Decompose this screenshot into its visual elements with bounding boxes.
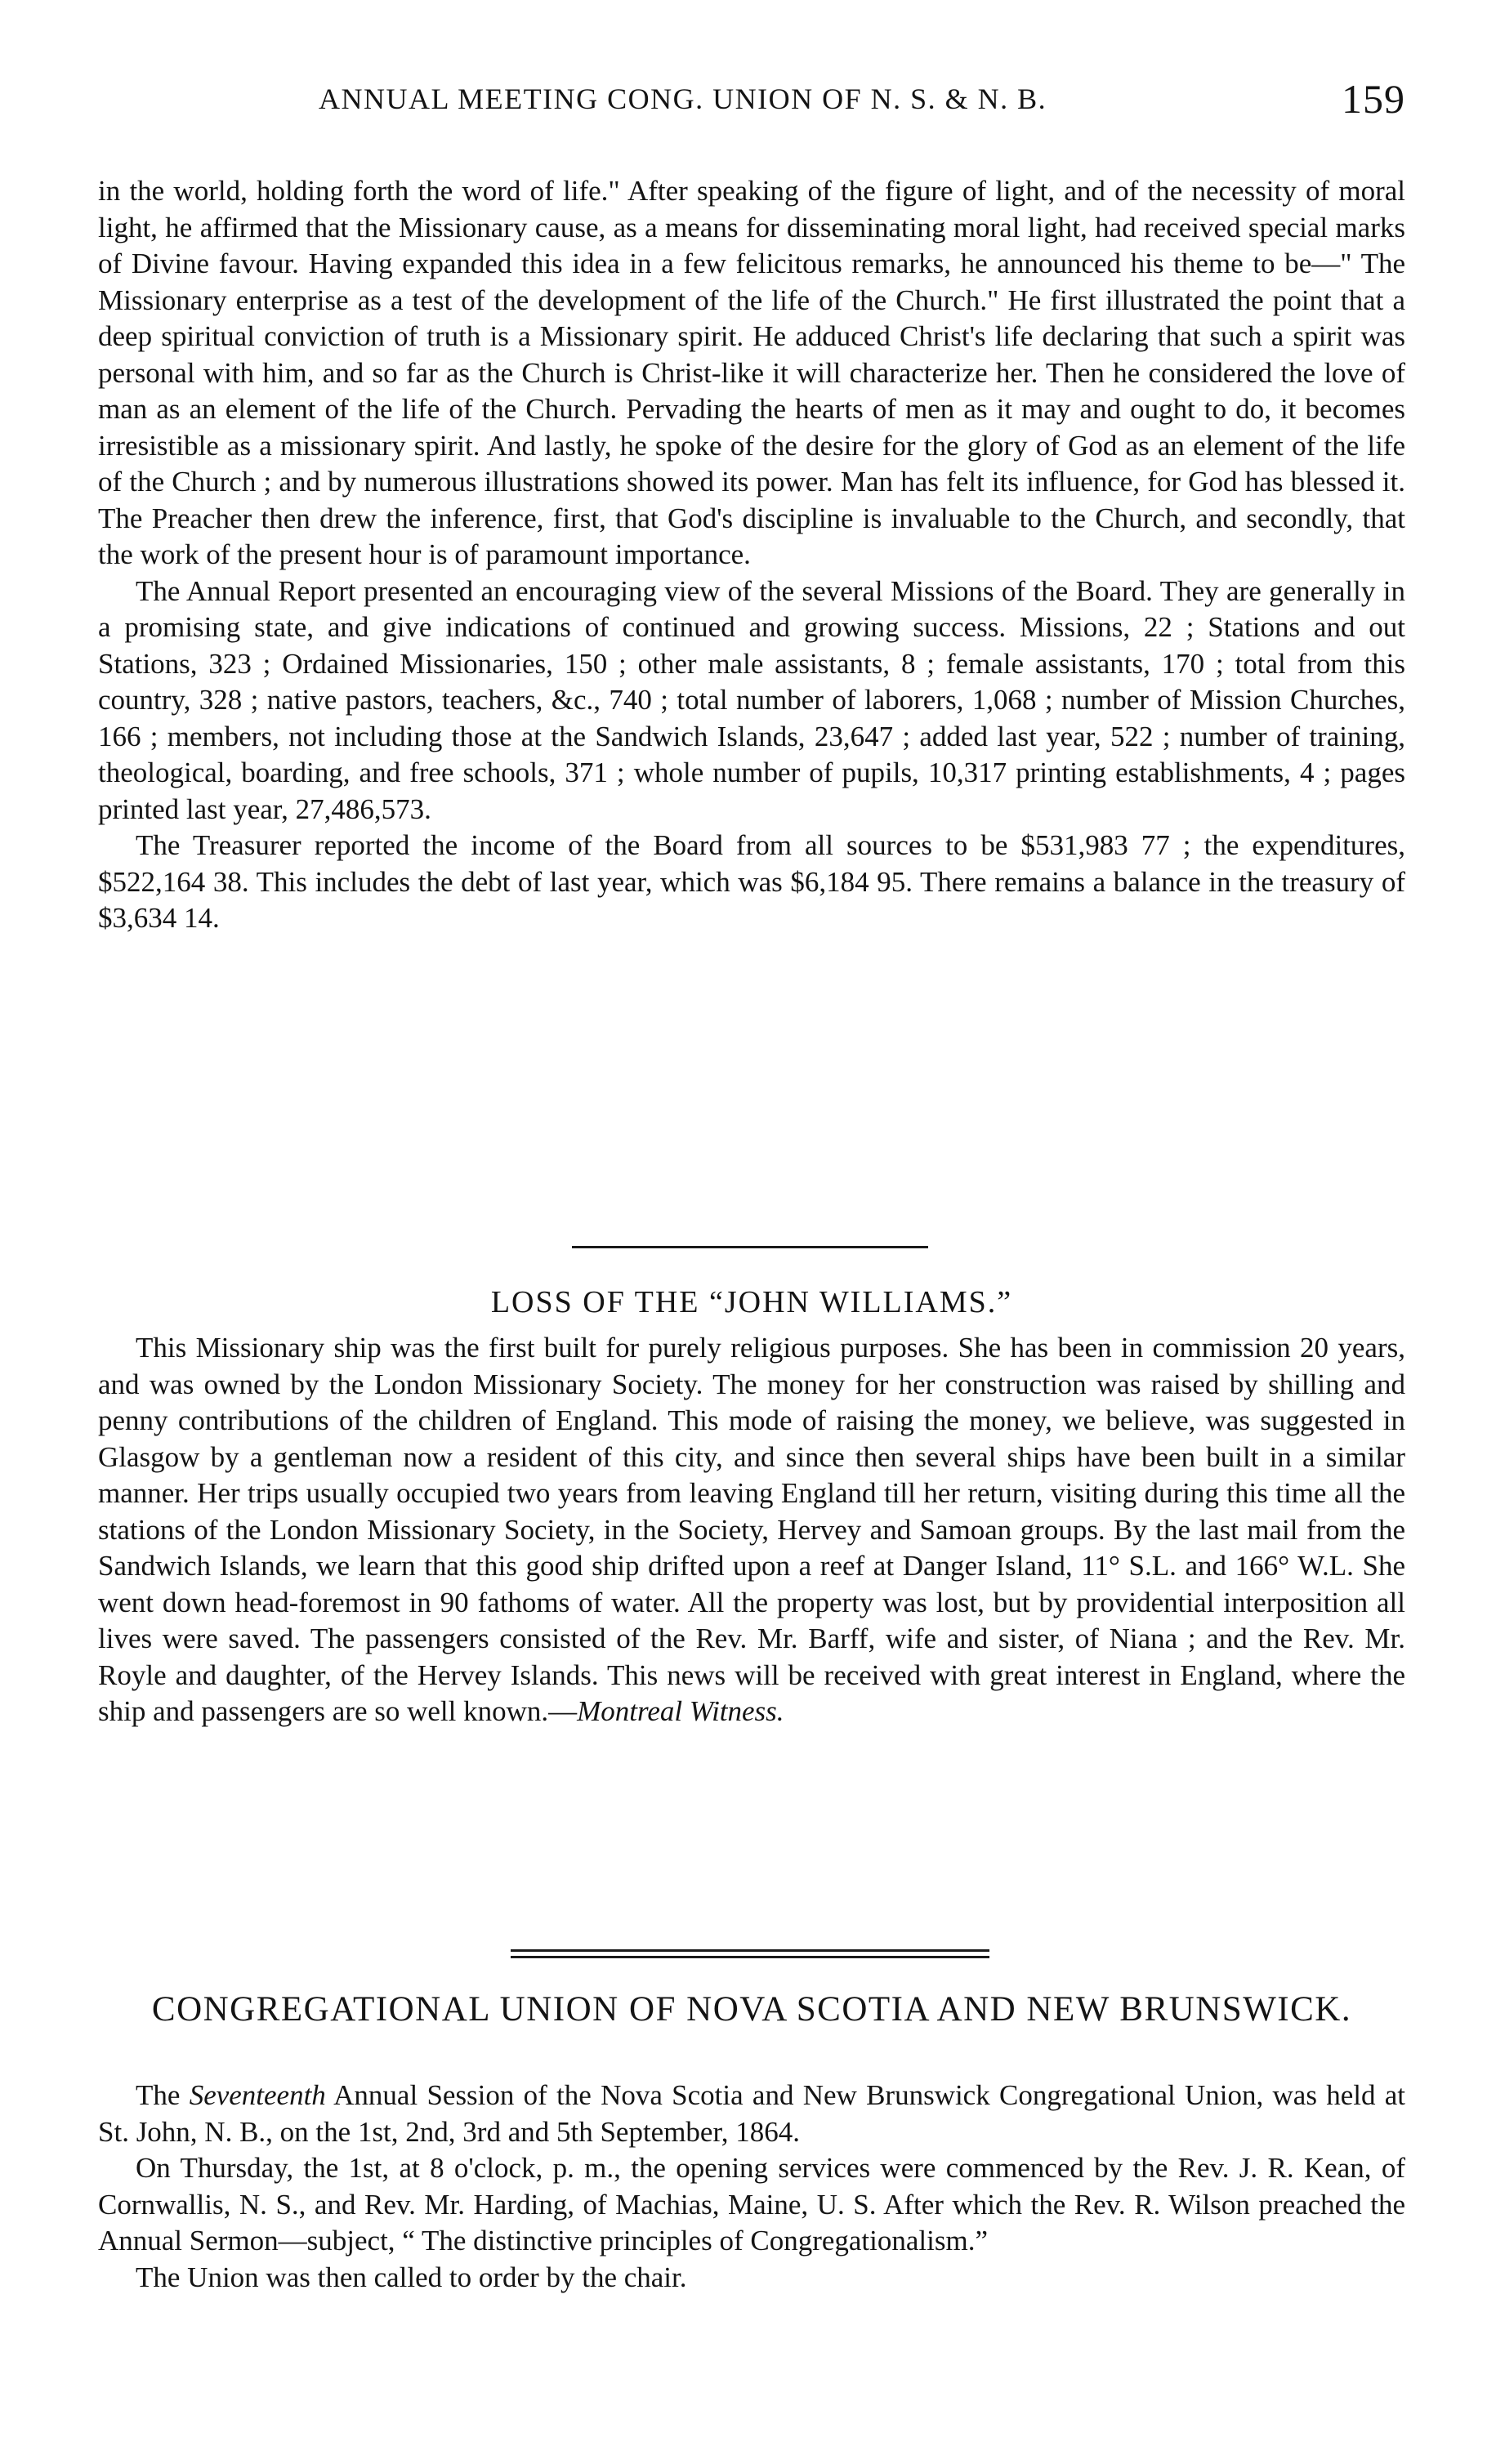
loss-article-text: This Missionary ship was the first built for purely religious purposes. She has been in commission 20 years, and was owned by the London Missionary Society. The money for her construction was raised by shilling and penny contributions of the children of England. This mode of raising the money, we believe, was suggested in Glasgow by a gentleman now a resident of this city, and since then several ships have been built in a similar manner. Her trips usually occupied two years from leaving England till her return, visiting during this time all the stations of the London Missionary Society, in the Society, Hervey and Samoan groups. By the last mail from the Sandwich Islands, we learn that this good ship drifted upon a reef at Danger Island, 11° S.L. and 166° W.L. She went down head-foremost in 90 fathoms of water. All the property was lost, but by providential interposition all lives were saved. The passengers consisted of the Rev. Mr. Barff, wife and sister, of Niana ; and the Rev. Mr. Royle and daughter, of the Hervey Islands. This news will be received with great interest in England, where the ship and passengers are so well known.— [98, 1332, 1405, 1727]
running-title: ANNUAL MEETING CONG. UNION OF N. S. & N. B. [319, 83, 1047, 115]
double-rule-bottom [511, 1956, 989, 1958]
page-number: 159 [1342, 76, 1405, 122]
union-intro-before: The [136, 2079, 190, 2111]
union-called-paragraph: The Union was then called to order by the chair. [136, 2261, 687, 2293]
union-heading: CONGREGATIONAL UNION OF NOVA SCOTIA AND NEW BRUNSWICK. [151, 1990, 1352, 2029]
loss-heading: LOSS OF THE “JOHN WILLIAMS.” [490, 1285, 1013, 1319]
loss-article [98, 1330, 1405, 1730]
running-head [98, 75, 1405, 134]
loss-article-source: Montreal Witness. [577, 1695, 784, 1727]
sermon-report [98, 173, 1405, 937]
annual-report-paragraph: The Annual Report presented an encouraging view of the several Missions of the Board. They are generally in a promising state, and give indications of continued and growing success. Missions, 22 ; Stations and out Stations, 323 ; Ordained Missionaries, 150 ; other male assistants, 8 ; female assistants, 170 ; total from this country, 328 ; native pastors, teachers, &c., 740 ; total number of laborers, 1,068 ; number of Mission Churches, 166 ; members, not including those at the Sandwich Islands, 23,647 ; added last year, 522 ; number of training, theological, boarding, and free schools, 371 ; whole number of pupils, 10,317 printing establishments, 4 ; pages printed last year, 27,486,573. [98, 574, 1405, 825]
sermon-paragraph: in the world, holding forth the word of life." After speaking of the figure of light, and of the necessity of moral light, he affirmed that the Missionary cause, as a means for disseminating moral light, had received special marks of Divine favour. Having expanded this idea in a few felicitous remarks, he announced his theme to be—" The Missionary enterprise as a test of the development of the life of the Church." He first illustrated the point that a deep spiritual conviction of truth is a Missionary spirit. He adduced Christ's life declaring that such a spirit was personal with him, and so far as the Church is Christ-like it will characterize her. Then he considered the love of man as an element of the life of the Church. Pervading the hearts of men as it may and ought to do, it becomes irresistible as a missionary spirit. And lastly, he spoke of the desire for the glory of God as an element of the life of the Church ; and by numerous illustrations showed its power. Man has felt its influence, for God has blessed it. The Preacher then drew the inference, first, that God's discipline is invaluable to the Church, and secondly, that the work of the present hour is of paramount importance. [98, 175, 1405, 570]
union-article [98, 2078, 1405, 2296]
loss-article-body [98, 1330, 1405, 1730]
opening-services-paragraph: On Thursday, the 1st, at 8 o'clock, p. m., the opening services were commenced by the Rev. J. R. Kean, of Cornwallis, N. S., and Rev. Mr. Harding, of Machias, Maine, U. S. After which the Rev. R. Wilson preached the Annual Sermon—subject, “ The distinctive principles of Congregationalism.” [98, 2152, 1405, 2256]
treasurer-paragraph: The Treasurer reported the income of the Board from all sources to be $531,983 77 ; the expenditures, $522,164 38. This includes the debt of last year, which was $6,184 95. There remains a balance in the treasury of $3,634 14. [98, 829, 1405, 934]
double-rule-top [511, 1949, 989, 1952]
union-intro [98, 2078, 1405, 2150]
union-intro-emphasis: Seventeenth [189, 2079, 326, 2111]
section-divider [572, 1246, 928, 1248]
union-intro-after: Annual Session of the Nova Scotia and New Brunswick Congregational Union, was held at St. John, N. B., on the 1st, 2nd, 3rd and 5th September, 1864. [98, 2079, 1406, 2148]
